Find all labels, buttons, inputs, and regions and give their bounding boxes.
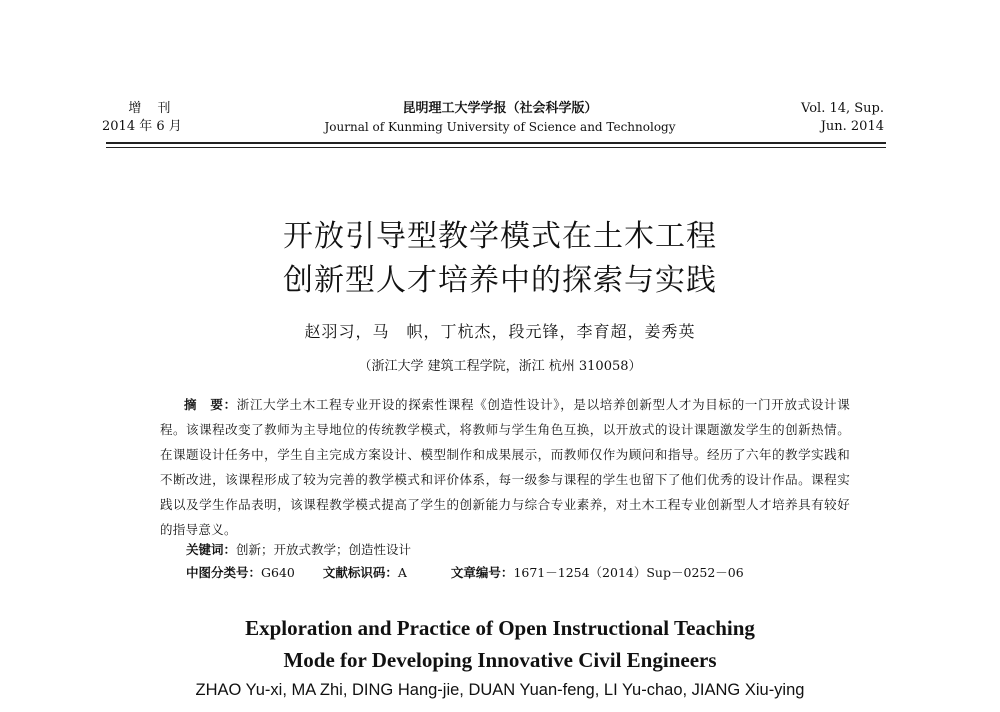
- abstract-label: 摘 要：: [184, 397, 237, 412]
- header-left: [102, 100, 197, 136]
- title-cn-line1: 开放引导型教学模式在土木工程: [283, 219, 717, 254]
- authors-cn: 赵羽习，马 帜，丁杭杰，段元锋，李育超，姜秀英: [304, 322, 696, 341]
- keywords-text: 创新；开放式教学；创造性设计: [236, 542, 412, 557]
- paper-title-cn: [150, 215, 850, 303]
- header-right: [780, 100, 884, 136]
- issue-type: 增 刊: [128, 101, 177, 116]
- article-no-value: 1671－1254（2014）Sup－0252－06: [513, 565, 744, 580]
- abstract-cn: [160, 392, 850, 542]
- volume-info: Vol. 14, Sup.: [801, 101, 884, 116]
- header-rule-thick: [106, 142, 886, 144]
- journal-title-cn: 昆明理工大学学报（社会科学版）: [402, 101, 598, 116]
- keywords-line: [186, 539, 846, 561]
- title-en-line2: Mode for Developing Innovative Civil Engineers: [283, 648, 717, 672]
- keywords-label: 关键词：: [186, 542, 237, 557]
- doc-code-value: A: [397, 565, 407, 580]
- header-center: [290, 100, 710, 136]
- issue-date: 2014 年 6 月: [102, 119, 182, 134]
- header-rule-thin: [106, 147, 886, 148]
- article-no-label: 文章编号：: [450, 565, 514, 580]
- doc-code-label: 文献标识码：: [322, 565, 398, 580]
- authors-en: ZHAO Yu-xi, MA Zhi, DING Hang-jie, DUAN Yuan-feng, LI Yu-chao, JIANG Xiu-ying: [195, 681, 805, 699]
- clc-label: 中图分类号：: [186, 565, 262, 580]
- month-info: Jun. 2014: [820, 119, 884, 134]
- classification-line: [186, 562, 846, 584]
- title-en-line1: Exploration and Practice of Open Instructional Teaching: [245, 616, 755, 640]
- affiliation-cn: （浙江大学 建筑工程学院，浙江 杭州 310058）: [358, 359, 642, 374]
- journal-title-en: Journal of Kunming University of Science and Technology: [324, 120, 676, 134]
- clc-value: G640: [261, 565, 295, 580]
- abstract-text: 浙江大学土木工程专业开设的探索性课程《创造性设计》，是以培养创新型人才为目标的一门开放式设计课程。该课程改变了教师为主导地位的传统教学模式，将教师与学生角色互换，以开放式的设计课题激发学生的创新热情。在课题设计任务中，学生自主完成方案设计、模型制作和成果展示，而教师仅作为顾问和指导。经历了六年的教学实践和不断改进，该课程形成了较为完善的教学模式和评价体系，每一级参与课程的学生也留下了他们优秀的设计作品。课程实践以及学生作品表明，该课程教学模式提高了学生的创新能力与综合专业素养，对土木工程专业创新型人才培养具有较好的指导意义。: [160, 397, 850, 537]
- paper-title-en: [150, 612, 850, 676]
- title-cn-line2: 创新型人才培养中的探索与实践: [283, 263, 717, 298]
